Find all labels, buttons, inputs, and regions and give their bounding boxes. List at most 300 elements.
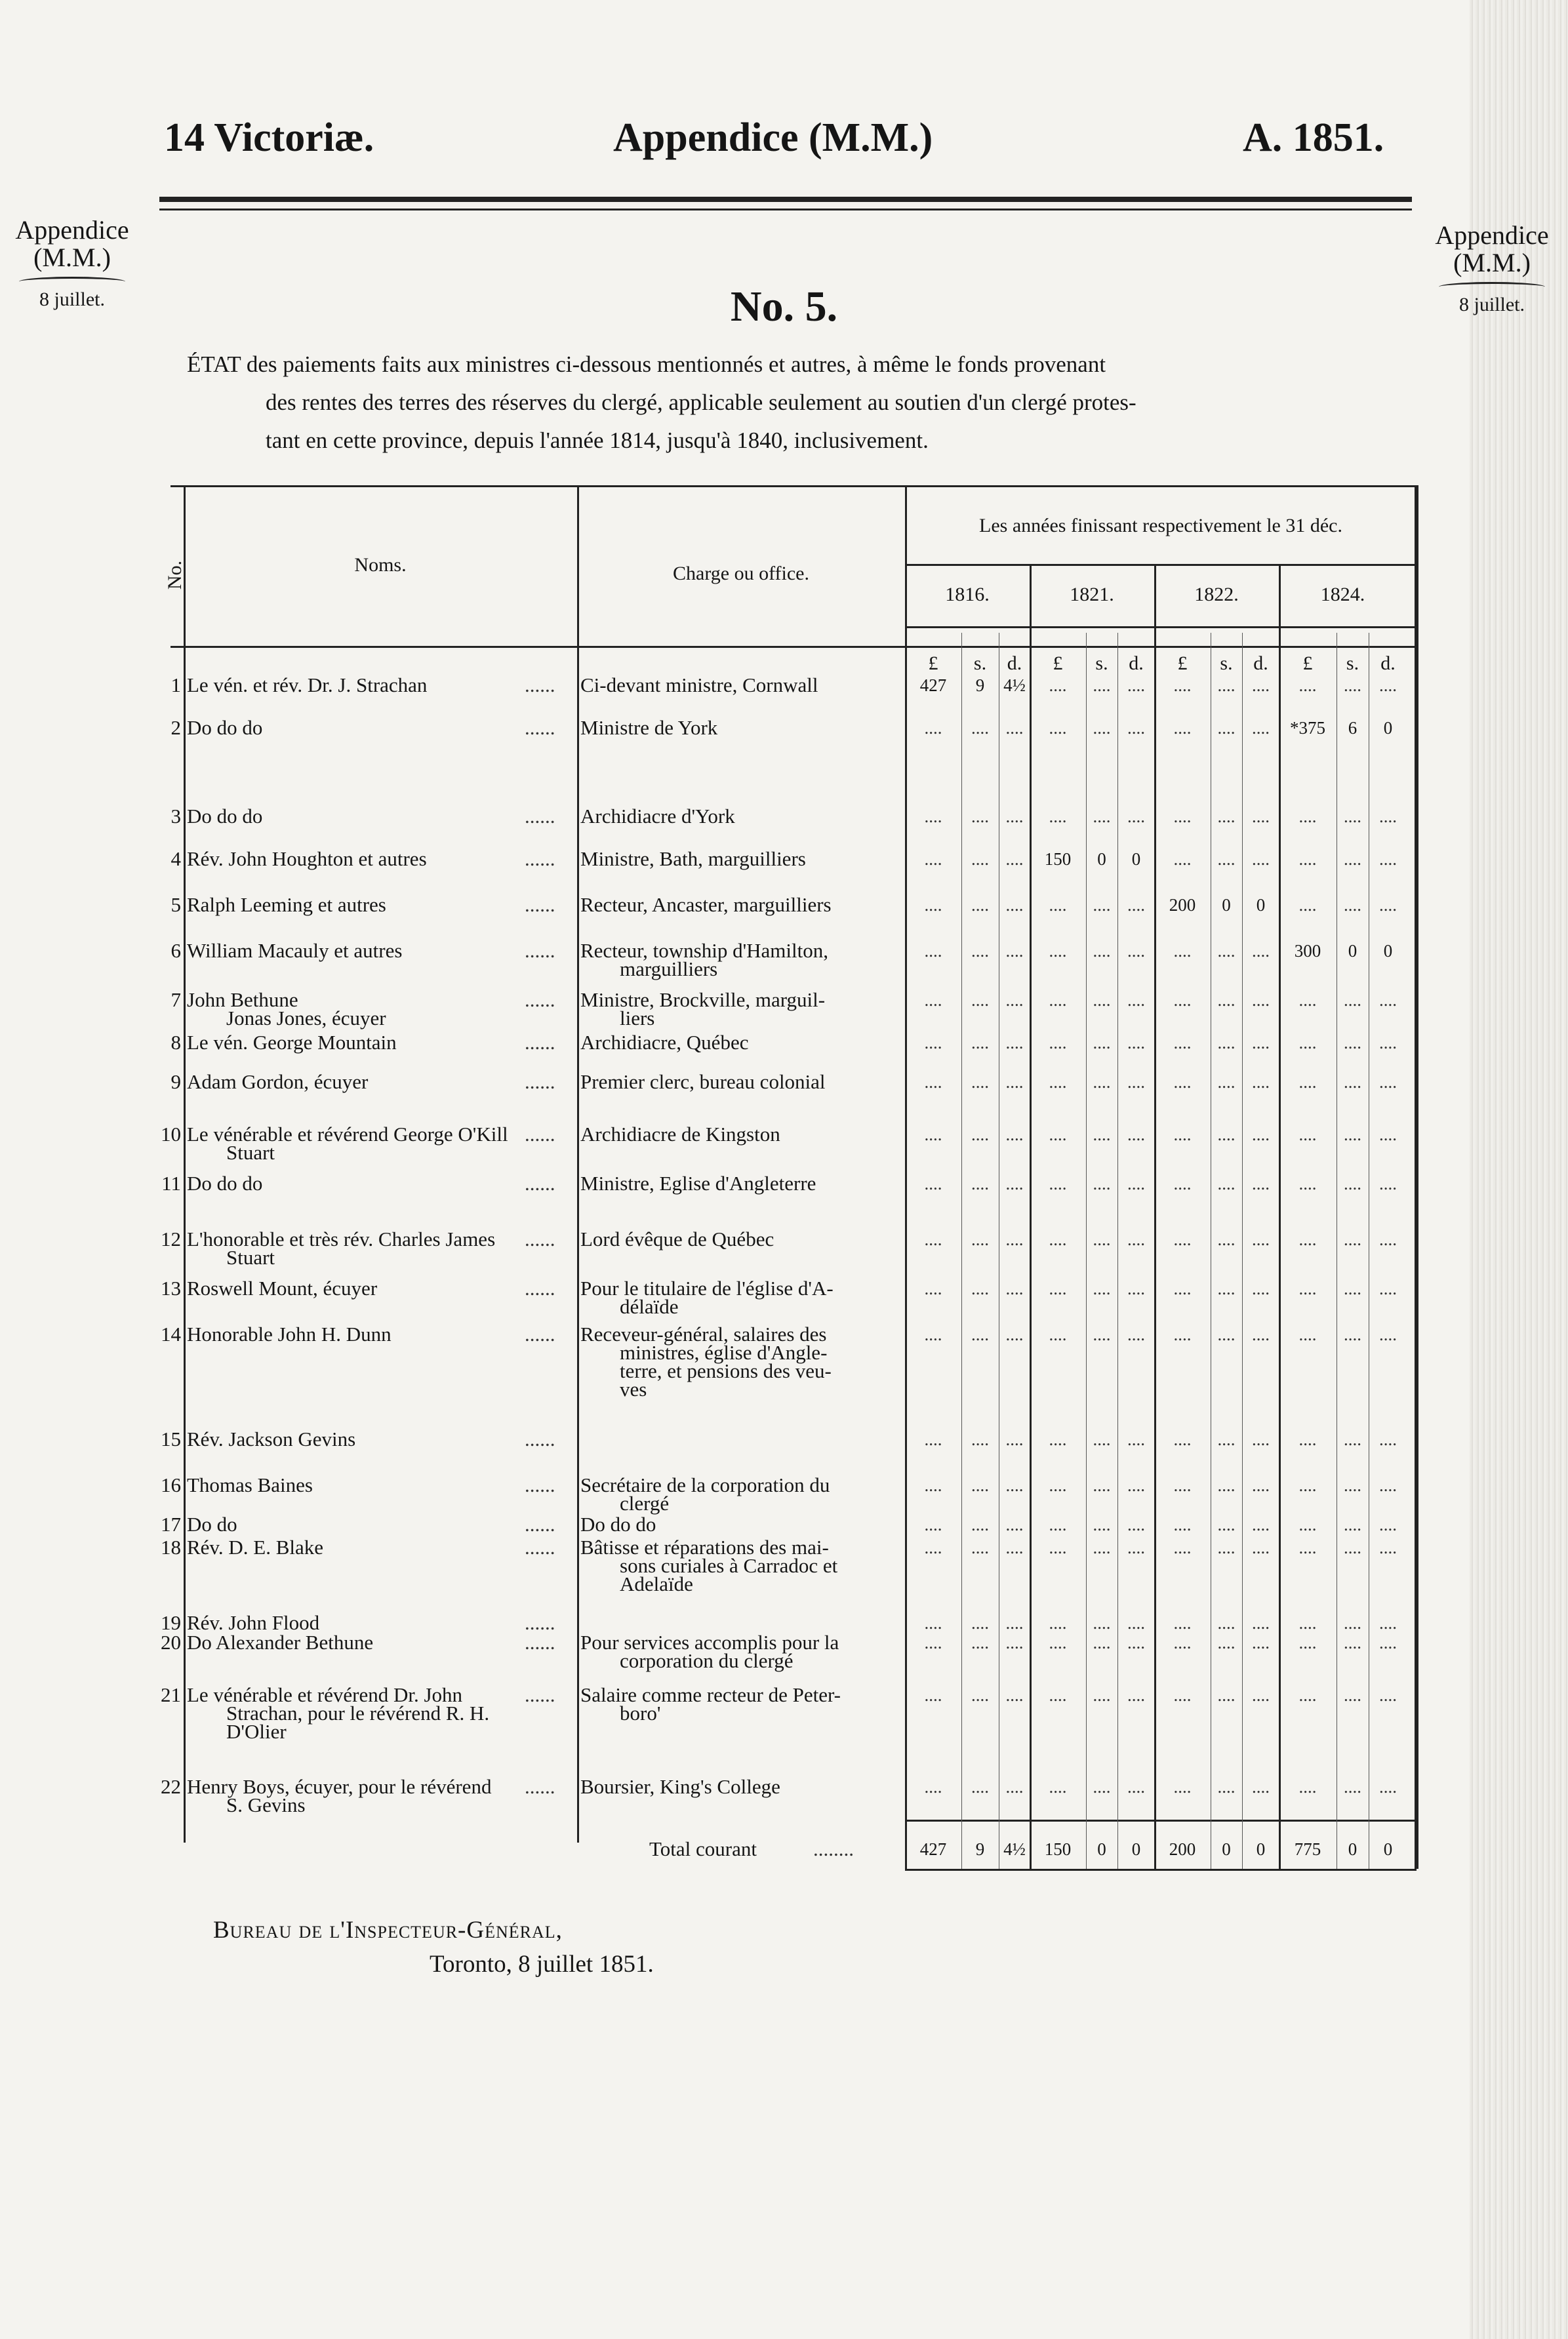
row-amount: 0 [1383,718,1393,738]
total-amount: 200 [1169,1839,1196,1859]
row-amount-leader: .... [1005,1429,1024,1449]
row-number: 15 [161,1428,181,1450]
row-name-leader: ...... [525,893,555,916]
row-amount-leader: .... [1173,1613,1192,1633]
row-name: Rév. Jackson Gevins [187,1428,356,1450]
footer-place-date: Toronto, 8 juillet 1851. [430,1951,654,1978]
row-name: Rév. D. E. Blake [187,1536,324,1559]
row-amount-leader: .... [1049,1033,1067,1052]
row-amount: 427 [919,675,947,695]
row-amount-leader: .... [1252,807,1270,826]
margin-date-left: 8 juillet. [3,286,141,313]
row-amount-leader: .... [1127,675,1145,695]
row-amount-leader: .... [1005,1072,1024,1092]
row-amount-leader: .... [1298,1072,1317,1092]
row-amount-leader: .... [971,1429,989,1449]
row-amount-leader: .... [1005,849,1024,869]
row-amount-leader: .... [1005,1033,1024,1052]
row-amount-leader: .... [1005,807,1024,826]
row-name-leader: ...... [525,1631,555,1654]
row-amount-leader: .... [1298,1633,1317,1652]
row-amount-leader: .... [1093,1072,1111,1092]
row-number: 7 [171,988,181,1011]
row-amount-leader: .... [1298,807,1317,826]
row-amount-leader: .... [1217,1325,1236,1344]
row-charge: Pour services accomplis pour la [580,1631,839,1654]
row-amount-leader: .... [1379,1475,1397,1495]
row-amount-leader: .... [1252,1515,1270,1534]
row-amount-leader: .... [1093,1685,1111,1705]
row-amount-leader: .... [1252,1279,1270,1298]
row-amount-leader: .... [1217,675,1236,695]
row-amount-leader: .... [1093,807,1111,826]
row-amount-leader: .... [1252,849,1270,869]
row-number: 5 [171,893,181,916]
header-left: 14 Victoriæ. [164,115,374,160]
header-unit-0-0: £ [928,652,938,674]
row-amount-leader: .... [971,895,989,915]
row-name: Do Alexander Bethune [187,1631,374,1654]
row-amount-leader: .... [1005,1229,1024,1249]
row-name-leader: ...... [525,673,555,696]
row-number: 12 [161,1228,181,1250]
row-amount-leader: .... [1005,1613,1024,1633]
row-charge: Boursier, King's College [580,1775,780,1798]
table-top-rule [171,485,1417,487]
row-amount-leader: .... [924,807,942,826]
row-amount-leader: .... [1005,1279,1024,1298]
row-amount-leader: .... [1298,1685,1317,1705]
row-name: Le vén. George Mountain [187,1031,397,1054]
table-caption-rule [905,564,1417,566]
row-amount-leader: .... [1217,1475,1236,1495]
row-amount-leader: .... [1344,1174,1361,1193]
row-amount-leader: .... [1127,1125,1145,1144]
row-amount: 200 [1169,895,1196,915]
row-amount-leader: .... [1049,895,1067,915]
row-number: 3 [171,805,181,828]
row-amount-leader: .... [1344,849,1361,869]
header-unit-2-0: £ [1177,652,1188,674]
row-amount-leader: .... [1173,1033,1192,1052]
row-amount-leader: .... [1252,675,1270,695]
header-charge: Charge ou office. [673,563,809,584]
row-amount-leader: .... [971,1613,989,1633]
row-number: 21 [161,1683,181,1706]
row-amount-leader: .... [1005,1174,1024,1193]
row-amount: 300 [1294,941,1321,961]
row-amount-leader: .... [1005,1125,1024,1144]
row-amount-leader: .... [1298,1777,1317,1797]
row-amount-leader: .... [1127,1538,1145,1557]
row-amount-leader: .... [924,718,942,738]
row-amount-leader: .... [1093,1777,1111,1797]
row-amount-leader: .... [1344,1515,1361,1534]
row-charge-cont: liers [620,1007,655,1030]
row-name: Le vénérable et révérend George O'Kill [187,1123,508,1146]
row-charge: Do do do [580,1513,656,1536]
row-amount-leader: .... [1127,1279,1145,1298]
row-number: 10 [161,1123,181,1146]
row-amount-leader: .... [1252,1174,1270,1193]
col-line-charge [577,485,579,1843]
row-amount-leader: .... [1049,1125,1067,1144]
row-amount-leader: .... [924,1174,942,1193]
row-number: 16 [161,1473,181,1496]
row-amount-leader: .... [1217,807,1236,826]
row-charge: Archidiacre d'York [580,805,735,828]
row-amount-leader: .... [1093,1538,1111,1557]
row-amount-leader: .... [1127,1072,1145,1092]
row-amount-leader: .... [1298,1475,1317,1495]
header-unit-3-1: s. [1346,652,1359,674]
row-number: 8 [171,1031,181,1054]
row-amount-leader: .... [1217,1515,1236,1534]
row-amount-leader: .... [1344,1685,1361,1705]
row-amount-leader: .... [924,895,942,915]
row-amount-leader: .... [1049,1613,1067,1633]
row-amount-leader: .... [1093,1633,1111,1652]
header-year-0: 1816. [945,584,990,605]
row-amount-leader: .... [1127,1515,1145,1534]
row-amount-leader: .... [1049,1429,1067,1449]
row-amount-leader: .... [971,1515,989,1534]
row-name: Henry Boys, écuyer, pour le révérend [187,1775,492,1798]
row-charge-cont: délaïde [620,1295,679,1318]
row-name-leader: ...... [525,1172,555,1195]
row-amount-leader: .... [1005,1515,1024,1534]
row-amount-leader: .... [1093,1475,1111,1495]
row-charge: Recteur, Ancaster, marguilliers [580,893,832,916]
row-name-cont: S. Gevins [226,1793,306,1816]
row-amount-leader: .... [1049,990,1067,1010]
year-col-line-2 [1279,564,1281,1869]
row-number: 20 [161,1631,181,1654]
total-amount: 0 [1256,1839,1266,1859]
row-name-leader: ...... [525,1323,555,1346]
table-total-rule [905,1820,1417,1822]
row-amount-leader: .... [1049,1515,1067,1534]
row-name-leader: ...... [525,1513,555,1536]
header-unit-1-2: d. [1129,652,1144,674]
row-amount: 0 [1383,941,1393,961]
row-amount-leader: .... [1093,895,1111,915]
row-amount-leader: .... [1217,1279,1236,1298]
margin-label-left: Appendice [15,215,129,245]
row-name-leader: ...... [525,1277,555,1300]
col-line-name [184,485,186,1843]
row-amount-leader: .... [1217,1125,1236,1144]
row-amount-leader: .... [924,1685,942,1705]
row-amount-leader: .... [1093,718,1111,738]
header-unit-3-0: £ [1302,652,1313,674]
page-edge-texture [1470,0,1568,2339]
row-number: 22 [161,1775,181,1798]
row-amount-leader: .... [1173,675,1192,695]
row-amount-leader: .... [1173,718,1192,738]
row-amount-leader: .... [1093,941,1111,961]
row-amount-leader: .... [1173,1685,1192,1705]
row-name: Roswell Mount, écuyer [187,1277,378,1300]
row-amount-leader: .... [1049,718,1067,738]
row-amount-leader: .... [1379,1515,1397,1534]
row-amount-leader: .... [1173,1279,1192,1298]
row-amount-leader: .... [1344,1475,1361,1495]
header-rule-thick [159,197,1412,202]
row-amount-leader: .... [1379,1174,1397,1193]
row-amount-leader: .... [1379,1685,1397,1705]
row-charge: Secrétaire de la corporation du [580,1473,830,1496]
margin-date-right: 8 juillet. [1423,291,1561,319]
total-amount: 9 [975,1839,985,1859]
row-amount-leader: .... [1005,1475,1024,1495]
header-year-1: 1821. [1070,584,1114,605]
row-amount-leader: .... [1127,1777,1145,1797]
row-amount-leader: .... [1379,1279,1397,1298]
row-amount-leader: .... [1344,1613,1361,1633]
row-amount-leader: .... [1379,1777,1397,1797]
intro-line-1: ÉTAT des paiements faits aux ministres ci-dessous mentionnés et autres, à même le fonds provenant [187,351,1106,377]
row-amount-leader: .... [1049,1538,1067,1557]
row-name: Do do do [187,716,263,739]
row-charge-cont: boro' [620,1702,661,1725]
header-no: No. [164,560,186,590]
row-name-leader: ...... [525,1683,555,1706]
header-unit-0-2: d. [1007,652,1022,674]
row-amount-leader: .... [1344,1777,1361,1797]
row-amount-leader: .... [1379,990,1397,1010]
header-unit-1-1: s. [1095,652,1108,674]
row-name-leader: ...... [525,988,555,1011]
row-name-leader: ...... [525,1536,555,1559]
payments-table [161,485,1417,1902]
total-amount: 0 [1131,1839,1141,1859]
row-amount-leader: .... [1173,1125,1192,1144]
row-name: William Macauly et autres [187,939,403,962]
row-amount-leader: .... [1344,1033,1361,1052]
row-amount-leader: .... [971,1325,989,1344]
row-name-leader: ...... [525,1473,555,1496]
row-amount-leader: .... [1127,990,1145,1010]
row-amount-leader: .... [1217,1777,1236,1797]
intro-line-3: tant en cette province, depuis l'année 1814, jusqu'à 1840, inclusivement. [266,428,929,453]
row-amount-leader: .... [1173,1325,1192,1344]
row-amount-leader: .... [1252,1475,1270,1495]
row-amount-leader: .... [1252,1633,1270,1652]
row-amount: 4½ [1003,675,1026,695]
total-amount: 0 [1383,1839,1393,1859]
row-charge: Premier clerc, bureau colonial [580,1070,826,1093]
row-amount-leader: .... [1379,1633,1397,1652]
row-amount-leader: .... [1049,1229,1067,1249]
intro-line-2: des rentes des terres des réserves du clergé, applicable seulement au soutien d'un clergé protes- [266,390,1136,415]
year-col-line-1 [1154,564,1156,1869]
header-rule-thin [159,209,1412,210]
row-charge: Ministre, Bath, marguilliers [580,847,806,870]
total-amount: 4½ [1003,1839,1026,1859]
row-amount-leader: .... [1379,1613,1397,1633]
row-name: Do do do [187,1172,263,1195]
row-amount-leader: .... [924,941,942,961]
row-number: 18 [161,1536,181,1559]
row-amount-leader: .... [1049,1072,1067,1092]
header-unit-1-0: £ [1053,652,1063,674]
row-amount-leader: .... [1005,1777,1024,1797]
row-amount-leader: .... [1252,718,1270,738]
row-amount-leader: .... [1093,1429,1111,1449]
row-amount-leader: .... [1379,895,1397,915]
header-year-3: 1824. [1320,584,1365,605]
row-amount-leader: .... [1005,1538,1024,1557]
row-amount-leader: .... [1344,1325,1361,1344]
row-amount-leader: .... [1298,990,1317,1010]
row-amount-leader: .... [1093,1515,1111,1534]
row-amount-leader: .... [1127,1174,1145,1193]
row-amount-leader: .... [1173,1538,1192,1557]
row-amount-leader: .... [1379,1072,1397,1092]
row-amount-leader: .... [1252,1325,1270,1344]
header-year-2: 1822. [1194,584,1239,605]
row-name: Le vén. et rév. Dr. J. Strachan [187,673,428,696]
row-amount: 9 [975,675,985,695]
row-amount-leader: .... [971,1174,989,1193]
row-amount-leader: .... [1252,1429,1270,1449]
total-amount: 0 [1097,1839,1106,1859]
row-name: Le vénérable et révérend Dr. John [187,1683,463,1706]
row-amount-leader: .... [971,1777,989,1797]
row-amount-leader: .... [1298,1229,1317,1249]
row-name-leader: ...... [525,847,555,870]
row-name-cont: Jonas Jones, écuyer [226,1007,386,1030]
row-amount-leader: .... [971,849,989,869]
row-amount-leader: .... [924,1633,942,1652]
row-amount-leader: .... [1049,941,1067,961]
row-amount-leader: .... [1093,1279,1111,1298]
row-amount-leader: .... [971,1229,989,1249]
row-amount-leader: .... [1298,849,1317,869]
total-amount: 150 [1044,1839,1072,1859]
row-amount-leader: .... [1217,990,1236,1010]
row-amount-leader: .... [924,1515,942,1534]
row-charge: Lord évêque de Québec [580,1228,774,1250]
row-name: Thomas Baines [187,1473,313,1496]
row-amount-leader: .... [1127,1613,1145,1633]
header-unit-2-1: s. [1220,652,1233,674]
row-amount-leader: .... [1049,1777,1067,1797]
row-amount-leader: .... [1127,1325,1145,1344]
header-unit-3-2: d. [1380,652,1396,674]
row-amount-leader: .... [1127,895,1145,915]
row-amount-leader: .... [1298,1279,1317,1298]
row-amount-leader: .... [971,1475,989,1495]
row-amount-leader: .... [1298,1429,1317,1449]
row-name: Ralph Leeming et autres [187,893,386,916]
row-charge: Receveur-général, salaires des [580,1323,827,1346]
row-amount-leader: .... [1298,675,1317,695]
row-number: 14 [161,1323,181,1346]
row-amount-leader: .... [1252,1072,1270,1092]
row-amount-leader: .... [1093,1033,1111,1052]
row-amount: *375 [1290,718,1325,738]
row-amount: 150 [1044,849,1072,869]
row-number: 4 [171,847,181,870]
row-amount-leader: .... [1344,1125,1361,1144]
row-amount-leader: .... [1298,1613,1317,1633]
row-amount-leader: .... [1093,1125,1111,1144]
row-amount-leader: .... [924,1475,942,1495]
row-amount-leader: .... [1173,1475,1192,1495]
row-amount-leader: .... [971,1125,989,1144]
row-name: Do do do [187,805,263,828]
row-amount-leader: .... [1252,1777,1270,1797]
row-charge-cont: ministres, église d'Angle- [620,1341,828,1364]
row-amount-leader: .... [971,1685,989,1705]
row-charge: Archidiacre, Québec [580,1031,749,1054]
row-amount-leader: .... [1049,1174,1067,1193]
row-amount-leader: .... [924,1613,942,1633]
row-amount-leader: .... [1298,1515,1317,1534]
row-amount-leader: .... [1005,1685,1024,1705]
row-charge-cont: corporation du clergé [620,1649,794,1672]
row-amount-leader: .... [1344,807,1361,826]
row-amount-leader: .... [1217,941,1236,961]
row-amount-leader: .... [1005,718,1024,738]
row-charge: Archidiacre de Kingston [580,1123,780,1146]
row-amount-leader: .... [1379,1125,1397,1144]
row-amount-leader: .... [1049,1633,1067,1652]
row-amount-leader: .... [971,1033,989,1052]
table-header-bottom-rule [171,646,1417,648]
total-amount: 775 [1294,1839,1321,1859]
footer-signature [213,1913,654,1982]
header-unit-2-2: d. [1253,652,1268,674]
row-amount-leader: .... [971,807,989,826]
row-charge-cont: sons curiales à Carradoc et [620,1554,838,1577]
row-amount-leader: .... [1005,990,1024,1010]
row-amount: 0 [1097,849,1106,869]
row-amount-leader: .... [1252,941,1270,961]
row-amount-leader: .... [1127,1033,1145,1052]
row-amount-leader: .... [1252,1538,1270,1557]
row-number: 6 [171,939,181,962]
row-charge-cont: marguilliers [620,957,718,980]
row-amount-leader: .... [971,1633,989,1652]
row-amount-leader: .... [1093,1613,1111,1633]
row-amount-leader: .... [971,1538,989,1557]
row-charge-cont: clergé [620,1492,670,1515]
row-amount-leader: .... [924,1279,942,1298]
row-amount-leader: .... [1127,1633,1145,1652]
row-amount-leader: .... [1252,1125,1270,1144]
row-charge: Salaire comme recteur de Peter- [580,1683,841,1706]
row-name: Rév. John Houghton et autres [187,847,427,870]
row-number: 17 [161,1513,181,1536]
row-amount-leader: .... [924,1125,942,1144]
row-charge: Bâtisse et réparations des mai- [580,1536,829,1559]
table-bottom-rule [905,1869,1417,1871]
row-amount-leader: .... [971,1072,989,1092]
row-amount-leader: .... [1379,849,1397,869]
row-amount-leader: .... [1127,941,1145,961]
row-amount-leader: .... [1344,1279,1361,1298]
row-amount-leader: .... [924,1033,942,1052]
row-amount: 0 [1256,895,1266,915]
row-amount-leader: .... [1049,1475,1067,1495]
row-amount-leader: .... [1379,1538,1397,1557]
row-amount-leader: .... [1252,1685,1270,1705]
total-amount: 0 [1222,1839,1231,1859]
row-name-leader: ...... [525,939,555,962]
